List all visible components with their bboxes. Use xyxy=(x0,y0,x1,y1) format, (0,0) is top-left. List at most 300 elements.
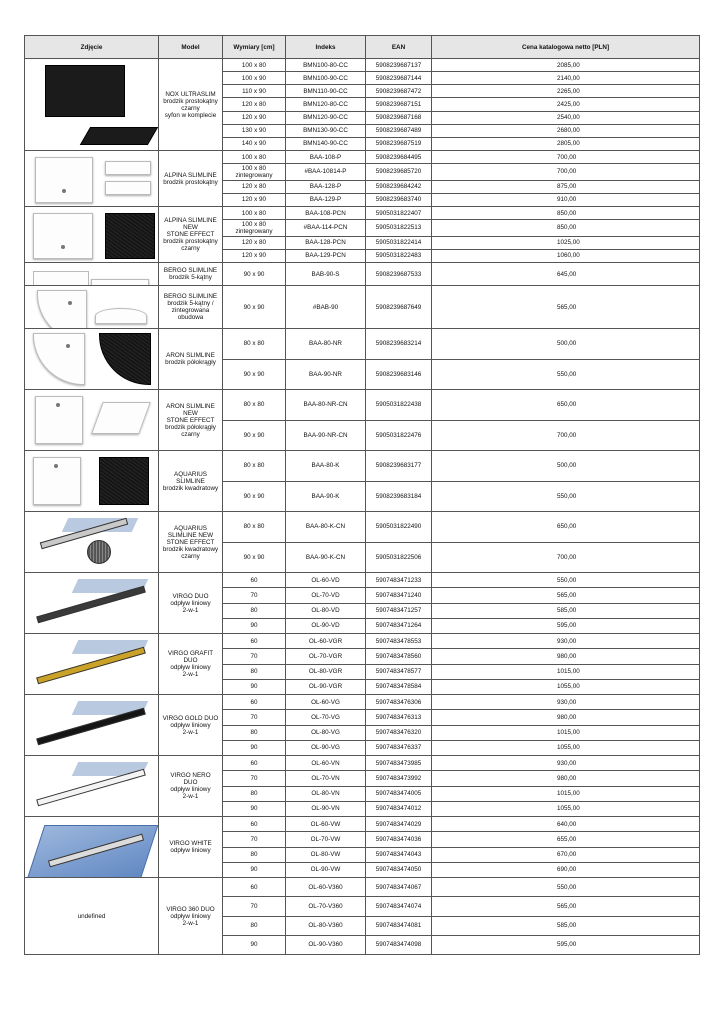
model-line: odpływ liniowy xyxy=(170,599,211,607)
price-list-table xyxy=(24,35,700,955)
price-cell: 930,00 xyxy=(432,634,700,649)
table-row xyxy=(25,263,700,286)
price-cell: 565,00 xyxy=(432,897,700,916)
model-line: STONE EFFECT xyxy=(166,538,215,546)
ean-cell: 5905031822513 xyxy=(366,220,432,236)
ean-cell: 5907483474074 xyxy=(366,897,432,916)
table-row xyxy=(25,634,700,649)
model-line: brodzik 5-kątny xyxy=(169,274,212,281)
table-row xyxy=(25,207,700,220)
dimensions-cell: 80 xyxy=(223,786,286,801)
model-line: zintegrowana xyxy=(171,307,210,314)
ean-cell: 5907483476337 xyxy=(366,740,432,755)
black-tray-angle-image xyxy=(80,127,158,145)
index-cell: BMN120-80-CC xyxy=(286,98,366,111)
header-model: Model xyxy=(159,36,223,59)
model-line: brodzik prostokątny xyxy=(163,178,218,186)
white-tray-angle-image xyxy=(105,181,151,195)
dimensions-cell: 70 xyxy=(223,832,286,847)
ean-cell: 5907483474012 xyxy=(366,801,432,816)
index-cell: BAA-80-K xyxy=(286,451,366,482)
price-cell: 565,00 xyxy=(432,588,700,603)
model-line: odpływ liniowy xyxy=(170,912,211,920)
price-cell: 500,00 xyxy=(432,451,700,482)
product-photo xyxy=(25,390,159,451)
model-cell xyxy=(159,451,223,512)
square-tray-image xyxy=(33,457,81,505)
model-line: brodzik kwadratowy xyxy=(162,484,219,492)
dimensions-cell: 90 xyxy=(223,935,286,954)
pentagon-tray-image xyxy=(33,271,89,286)
model-line: VIRGO WHITE xyxy=(169,840,212,847)
index-cell: BAA-128-P xyxy=(286,180,366,193)
model-line: BERGO SLIMLINE xyxy=(163,267,218,274)
price-cell: 640,00 xyxy=(432,817,700,832)
model-line: syfon w komplecie xyxy=(164,111,217,119)
price-cell: 700,00 xyxy=(432,420,700,451)
index-cell: BAA-108-PCN xyxy=(286,207,366,220)
dimensions-cell: 90 xyxy=(223,862,286,877)
price-cell: 1060,00 xyxy=(432,249,700,262)
price-cell: 670,00 xyxy=(432,847,700,862)
square-tray-angle-image xyxy=(91,402,151,434)
price-cell: 650,00 xyxy=(432,390,700,421)
dimensions-cell: 100 x 90 xyxy=(223,72,286,85)
dimensions-cell: 70 xyxy=(223,897,286,916)
dimensions-cell: 60 xyxy=(223,695,286,710)
ean-cell: 5908239687533 xyxy=(366,263,432,286)
dimensions-cell: 120 x 90 xyxy=(223,111,286,124)
model-cell xyxy=(159,512,223,573)
index-cell: OL-60-VGR xyxy=(286,634,366,649)
ean-cell: 5908239687649 xyxy=(366,286,432,329)
index-cell: BAA-80-NR-CN xyxy=(286,390,366,421)
index-cell: OL-60-V360 xyxy=(286,878,366,897)
ean-cell: 5907483474098 xyxy=(366,935,432,954)
ean-cell: 5907483473992 xyxy=(366,771,432,786)
model-cell xyxy=(159,756,223,817)
dimensions-cell: 110 x 90 xyxy=(223,85,286,98)
ean-cell: 5908239687137 xyxy=(366,59,432,72)
index-cell: OL-90-V360 xyxy=(286,935,366,954)
dimensions-cell: 90 x 90 xyxy=(223,359,286,390)
model-line: SLIMLINE xyxy=(176,477,205,485)
dimensions-cell: 70 xyxy=(223,771,286,786)
product-photo xyxy=(25,756,159,817)
dimensions-cell: 70 xyxy=(223,588,286,603)
quadrant-tray-image xyxy=(33,333,85,385)
model-line: AQUARIUS xyxy=(174,470,207,478)
dimensions-cell: 80 xyxy=(223,725,286,740)
index-cell: BMN140-90-CC xyxy=(286,137,366,150)
index-cell: OL-90-VGR xyxy=(286,679,366,694)
index-cell: OL-70-V360 xyxy=(286,897,366,916)
product-photo xyxy=(25,329,159,390)
model-cell xyxy=(159,695,223,756)
model-line: ALPINA SLIMLINE xyxy=(164,171,217,179)
index-cell: BMN110-90-CC xyxy=(286,85,366,98)
ean-cell: 5908239683214 xyxy=(366,329,432,360)
index-cell: BMN130-90-CC xyxy=(286,124,366,137)
index-cell: OL-90-VD xyxy=(286,618,366,633)
ean-cell: 5907483474050 xyxy=(366,862,432,877)
ean-cell: 5905031822483 xyxy=(366,249,432,262)
dimensions-cell: 80 xyxy=(223,664,286,679)
model-line: DUO xyxy=(183,657,198,664)
model-line: odpływ liniowy xyxy=(170,847,211,854)
price-cell: 585,00 xyxy=(432,916,700,935)
table-row xyxy=(25,390,700,421)
model-line: odpływ liniowy xyxy=(170,786,211,793)
model-line: NEW xyxy=(183,409,198,417)
dimensions-cell: 90 x 90 xyxy=(223,542,286,573)
product-photo xyxy=(25,512,159,573)
price-cell: 2805,00 xyxy=(432,137,700,150)
product-photo xyxy=(25,817,159,878)
dimensions-cell: 60 xyxy=(223,878,286,897)
index-cell: OL-60-VG xyxy=(286,695,366,710)
ean-cell: 5908239685720 xyxy=(366,164,432,180)
white-tray-image xyxy=(33,213,93,259)
price-cell: 2140,00 xyxy=(432,72,700,85)
black-tray-image xyxy=(45,65,125,117)
index-cell: OL-60-VD xyxy=(286,573,366,588)
ean-cell: 5907483471240 xyxy=(366,588,432,603)
model-cell xyxy=(159,329,223,390)
dimensions-cell: 90 x 90 xyxy=(223,481,286,512)
ean-cell: 5907483471233 xyxy=(366,573,432,588)
model-line: STONE EFFECT xyxy=(166,416,215,424)
index-cell: BAA-129-PCN xyxy=(286,249,366,262)
table-row xyxy=(25,512,700,543)
index-cell: OL-60-VN xyxy=(286,756,366,771)
ean-cell: 5907483473985 xyxy=(366,756,432,771)
product-photo: undefined xyxy=(25,878,159,955)
dimensions-cell: 60 xyxy=(223,634,286,649)
index-cell: BAA-129-P xyxy=(286,193,366,206)
index-cell: BAB-90-S xyxy=(286,263,366,286)
model-line: czarny xyxy=(181,552,200,560)
dimensions-cell: 100 x 80 zintegrowany xyxy=(223,164,286,180)
index-cell: BMN100-90-CC xyxy=(286,72,366,85)
price-cell: 930,00 xyxy=(432,695,700,710)
table-row xyxy=(25,756,700,771)
price-cell: 655,00 xyxy=(432,832,700,847)
dimensions-cell: 120 x 80 xyxy=(223,236,286,249)
model-cell xyxy=(159,286,223,329)
dimensions-cell: 100 x 80 xyxy=(223,151,286,164)
dimensions-cell: 100 x 80 zintegrowany xyxy=(223,220,286,236)
model-cell xyxy=(159,878,223,955)
table-row xyxy=(25,695,700,710)
index-cell: BAA-108-P xyxy=(286,151,366,164)
ean-cell: 5905031822438 xyxy=(366,390,432,421)
model-line: ARON SLIMLINE xyxy=(166,402,215,410)
stone-tray-image xyxy=(99,333,151,385)
model-line: brodzik 5-kątny / xyxy=(167,300,214,307)
stone-tray-image xyxy=(99,457,149,505)
ean-cell: 5907483474036 xyxy=(366,832,432,847)
ean-cell: 5908239687489 xyxy=(366,124,432,137)
ean-cell: 5908239687151 xyxy=(366,98,432,111)
dimensions-cell: 130 x 90 xyxy=(223,124,286,137)
product-photo xyxy=(25,451,159,512)
dimensions-cell: 80 x 80 xyxy=(223,390,286,421)
model-line: VIRGO 360 DUO xyxy=(166,905,215,913)
price-cell: 585,00 xyxy=(432,603,700,618)
product-photo xyxy=(25,634,159,695)
model-line: SLIMLINE NEW xyxy=(167,531,214,539)
product-photo xyxy=(25,151,159,207)
model-line: VIRGO GOLD DUO xyxy=(162,714,219,722)
price-cell: 1015,00 xyxy=(432,725,700,740)
ean-cell: 5907483476320 xyxy=(366,725,432,740)
price-cell: 1055,00 xyxy=(432,679,700,694)
dimensions-cell: 90 x 90 xyxy=(223,420,286,451)
ean-cell: 5905031822414 xyxy=(366,236,432,249)
ean-cell: 5907483478560 xyxy=(366,649,432,664)
white-tray-image xyxy=(35,157,93,203)
price-cell: 980,00 xyxy=(432,710,700,725)
price-cell: 2540,00 xyxy=(432,111,700,124)
ean-cell: 5905031822506 xyxy=(366,542,432,573)
dimensions-cell: 80 x 80 xyxy=(223,512,286,543)
model-line: czarny xyxy=(181,430,200,438)
product-photo xyxy=(25,207,159,263)
ean-cell: 5908239683177 xyxy=(366,451,432,482)
square-tray-image xyxy=(35,396,83,444)
model-line: NEW xyxy=(183,224,198,231)
model-line: odpływ liniowy xyxy=(170,664,211,671)
dimensions-cell: 140 x 90 xyxy=(223,137,286,150)
dimensions-cell: 100 x 80 xyxy=(223,59,286,72)
dimensions-cell: 70 xyxy=(223,649,286,664)
ean-cell: 5905031822490 xyxy=(366,512,432,543)
model-line: brodzik kwadratowy xyxy=(162,545,219,553)
price-cell: 2425,00 xyxy=(432,98,700,111)
index-cell: OL-90-VG xyxy=(286,740,366,755)
index-cell: BAA-90-K-CN xyxy=(286,542,366,573)
price-cell: 980,00 xyxy=(432,771,700,786)
ean-cell: 5908239684495 xyxy=(366,151,432,164)
model-cell xyxy=(159,817,223,878)
price-cell: 1015,00 xyxy=(432,786,700,801)
ean-cell: 5907483474029 xyxy=(366,817,432,832)
dimensions-cell: 120 x 80 xyxy=(223,98,286,111)
ean-cell: 5907483474043 xyxy=(366,847,432,862)
table-row xyxy=(25,286,700,329)
index-cell: #BAB-90 xyxy=(286,286,366,329)
index-cell: OL-70-VD xyxy=(286,588,366,603)
price-cell: 910,00 xyxy=(432,193,700,206)
dimensions-cell: 60 xyxy=(223,817,286,832)
ean-cell: 5907483478577 xyxy=(366,664,432,679)
ean-cell: 5907483471264 xyxy=(366,618,432,633)
model-line: 2-w-1 xyxy=(182,919,199,927)
price-cell: 850,00 xyxy=(432,207,700,220)
ean-cell: 5907483474067 xyxy=(366,878,432,897)
model-line: czarny xyxy=(181,245,200,252)
index-cell: OL-80-VN xyxy=(286,786,366,801)
round-grate-image xyxy=(87,540,111,564)
product-photo xyxy=(25,263,159,286)
index-cell: OL-70-VGR xyxy=(286,649,366,664)
dimensions-cell: 100 x 80 xyxy=(223,207,286,220)
model-cell xyxy=(159,207,223,263)
table-row xyxy=(25,329,700,360)
quadrant-tray-image xyxy=(37,290,87,329)
dimensions-cell: 120 x 90 xyxy=(223,249,286,262)
model-line: czarny xyxy=(181,104,200,112)
price-cell: 930,00 xyxy=(432,756,700,771)
header-index: Indeks xyxy=(286,36,366,59)
index-cell: OL-90-VN xyxy=(286,801,366,816)
price-cell: 700,00 xyxy=(432,151,700,164)
header-dimensions: Wymiary [cm] xyxy=(223,36,286,59)
index-cell: OL-70-VW xyxy=(286,832,366,847)
model-line: AQUARIUS xyxy=(174,524,207,532)
model-line: VIRGO DUO xyxy=(172,592,209,600)
white-tray-angle-image xyxy=(105,161,151,175)
index-cell: OL-80-V360 xyxy=(286,916,366,935)
product-photo xyxy=(25,286,159,329)
index-cell: OL-60-VW xyxy=(286,817,366,832)
dimensions-cell: 120 x 80 xyxy=(223,180,286,193)
ean-cell: 5908239687144 xyxy=(366,72,432,85)
index-cell: BAA-90-NR xyxy=(286,359,366,390)
price-cell: 1015,00 xyxy=(432,664,700,679)
header-price: Cena katalogowa netto [PLN] xyxy=(432,36,700,59)
model-cell xyxy=(159,390,223,451)
price-cell: 565,00 xyxy=(432,286,700,329)
dimensions-cell: 60 xyxy=(223,756,286,771)
table-row xyxy=(25,59,700,72)
index-cell: OL-80-VGR xyxy=(286,664,366,679)
model-line: 2-w-1 xyxy=(182,728,199,736)
ean-cell: 5907483478553 xyxy=(366,634,432,649)
table-row xyxy=(25,878,700,897)
model-line: ARON SLIMLINE xyxy=(166,352,215,359)
dimensions-cell: 90 xyxy=(223,679,286,694)
table-body xyxy=(25,59,700,955)
model-line: VIRGO GRAFIT xyxy=(167,650,214,657)
ean-cell: 5905031822407 xyxy=(366,207,432,220)
model-line: odpływ liniowy xyxy=(170,721,211,729)
header-photo: Zdjęcie xyxy=(25,36,159,59)
price-cell: 850,00 xyxy=(432,220,700,236)
dimensions-cell: 120 x 90 xyxy=(223,193,286,206)
model-cell xyxy=(159,59,223,151)
price-cell: 595,00 xyxy=(432,935,700,954)
ean-cell: 5908239687519 xyxy=(366,137,432,150)
product-photo xyxy=(25,59,159,151)
ean-cell: 5908239683184 xyxy=(366,481,432,512)
model-line: 2-w-1 xyxy=(182,606,199,614)
quadrant-tray-angle-image xyxy=(95,308,147,324)
model-line: STONE EFFECT xyxy=(166,231,215,238)
dimensions-cell: 90 xyxy=(223,618,286,633)
dimensions-cell: 70 xyxy=(223,710,286,725)
index-cell: #BAA-10814-P xyxy=(286,164,366,180)
table-row xyxy=(25,573,700,588)
index-cell: BAA-80-NR xyxy=(286,329,366,360)
price-cell: 1055,00 xyxy=(432,801,700,816)
model-line: VIRGO NERO xyxy=(170,772,211,779)
price-cell: 550,00 xyxy=(432,878,700,897)
model-cell xyxy=(159,573,223,634)
model-line: brodzik prostokątny xyxy=(163,97,218,105)
index-cell: BAA-80-K-CN xyxy=(286,512,366,543)
ean-cell: 5908239683146 xyxy=(366,359,432,390)
index-cell: BMN100-80-CC xyxy=(286,59,366,72)
model-line: NOX ULTRASLIM xyxy=(165,90,216,98)
ean-cell: 5907483474005 xyxy=(366,786,432,801)
ean-cell: 5907483476313 xyxy=(366,710,432,725)
model-cell xyxy=(159,263,223,286)
price-cell: 550,00 xyxy=(432,573,700,588)
table-row xyxy=(25,451,700,482)
price-cell: 645,00 xyxy=(432,263,700,286)
price-cell: 1055,00 xyxy=(432,740,700,755)
table-row xyxy=(25,817,700,832)
dimensions-cell: 80 xyxy=(223,603,286,618)
index-cell: OL-70-VG xyxy=(286,710,366,725)
index-cell: BMN120-90-CC xyxy=(286,111,366,124)
index-cell: OL-70-VN xyxy=(286,771,366,786)
dimensions-cell: 90 xyxy=(223,740,286,755)
price-cell: 2265,00 xyxy=(432,85,700,98)
model-line: BERGO SLIMLINE xyxy=(163,293,218,300)
product-photo xyxy=(25,695,159,756)
ean-cell: 5908239687472 xyxy=(366,85,432,98)
model-line: brodzik półokrągły xyxy=(165,359,216,366)
model-cell xyxy=(159,634,223,695)
model-cell xyxy=(159,151,223,207)
price-cell: 980,00 xyxy=(432,649,700,664)
model-line: ALPINA SLIMLINE xyxy=(164,217,217,224)
model-line: 2-w-1 xyxy=(182,793,199,800)
ean-cell: 5908239684242 xyxy=(366,180,432,193)
dimensions-cell: 80 xyxy=(223,916,286,935)
price-cell: 2085,00 xyxy=(432,59,700,72)
index-cell: OL-80-VG xyxy=(286,725,366,740)
index-cell: OL-80-VW xyxy=(286,847,366,862)
ean-cell: 5907483474081 xyxy=(366,916,432,935)
model-line: DUO xyxy=(183,779,198,786)
dimensions-cell: 90 x 90 xyxy=(223,286,286,329)
price-cell: 1025,00 xyxy=(432,236,700,249)
price-cell: 2680,00 xyxy=(432,124,700,137)
price-cell: 500,00 xyxy=(432,329,700,360)
model-line: brodzik półokrągły xyxy=(165,423,216,431)
index-cell: BAA-90-K xyxy=(286,481,366,512)
dimensions-cell: 80 x 80 xyxy=(223,451,286,482)
price-cell: 700,00 xyxy=(432,542,700,573)
price-cell: 595,00 xyxy=(432,618,700,633)
index-cell: BAA-128-PCN xyxy=(286,236,366,249)
model-line: obudowa xyxy=(177,314,204,321)
price-cell: 700,00 xyxy=(432,164,700,180)
stone-tray-image xyxy=(105,213,155,259)
dimensions-cell: 80 xyxy=(223,847,286,862)
index-cell: #BAA-114-PCN xyxy=(286,220,366,236)
table-row xyxy=(25,151,700,164)
ean-cell: 5907483478584 xyxy=(366,679,432,694)
price-cell: 550,00 xyxy=(432,359,700,390)
ean-cell: 5907483471257 xyxy=(366,603,432,618)
price-cell: 550,00 xyxy=(432,481,700,512)
model-line: 2-w-1 xyxy=(182,671,199,678)
